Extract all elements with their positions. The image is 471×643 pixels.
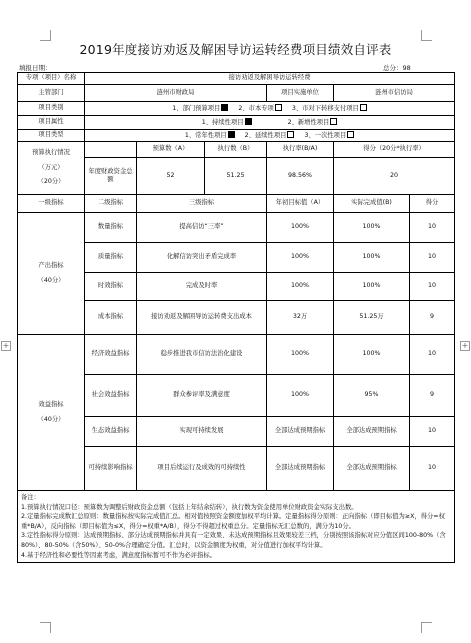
indicator-l2: 生态效益指标: [85, 417, 137, 447]
actual-value: 51.25万: [334, 301, 410, 335]
target-value: 全部达成预期指标: [267, 417, 334, 447]
indicator-l3: 完成及时率: [137, 273, 267, 301]
annual-funds-label: 年度财政资金总额: [85, 158, 137, 195]
score-value: 10: [410, 213, 455, 243]
actual-value: 100%: [334, 213, 410, 243]
target-value: 100%: [267, 243, 334, 273]
attribute-checkbox-icon[interactable]: [330, 118, 337, 125]
indicator-l2-header: 二级指标: [85, 195, 137, 213]
rate-value: 98.56%: [267, 158, 334, 195]
score-value: 9: [410, 375, 455, 417]
impl-unit-value: 涟州市信访局: [334, 85, 455, 102]
fill-date-label: 填报日期：: [19, 64, 52, 72]
score-header: 得分: [410, 195, 455, 213]
indicator-l3: 群众参评率及满意度: [137, 375, 267, 417]
budget-value: 52: [137, 158, 205, 195]
document-title: 2019年度接访劝返及解困导访运转经费项目绩效自评表: [79, 42, 392, 57]
evaluation-table: [17, 72, 455, 563]
type-options: 1、常年性项目 2、延续性项目 3、一次性项目: [85, 130, 455, 142]
indicator-l2: 经济效益指标: [85, 335, 137, 375]
indicator-l3: 接访劝返及解困导访运转费支出成本: [137, 301, 267, 335]
type-checkbox-icon[interactable]: [287, 131, 294, 138]
margin-corner-mark: [40, 622, 51, 633]
type-checkbox-icon[interactable]: [228, 131, 235, 138]
budget-col-header: 预算数（A）: [137, 142, 205, 158]
indicator-l2: 可持续影响指标: [85, 447, 137, 491]
score-value: 10: [410, 273, 455, 301]
note-item: 4.基于经济性和必要性等因素考虑，满意度指标暂可不作为必评指标。: [21, 551, 216, 559]
note-item: 3.定性指标得分原则：达成预期指标、部分达成预期指标并具有一定效果、未达成预期指标且效果较差三档，分别按照该指标对应分值区间100-80%（含80%）、80-50%（含50%）、50-0%合理确定分值。汇总时，以资金额度为权重，对分值进行加权平均计算。: [21, 532, 446, 549]
table-add-row-icon[interactable]: +: [2, 341, 10, 350]
notes-cell: [18, 491, 455, 563]
indicator-l1-header: 一级指标: [18, 195, 85, 213]
attribute-options: 1、持续性项目 2、新增性项目: [85, 116, 455, 130]
score-value: 10: [410, 447, 455, 491]
table-add-column-icon[interactable]: +: [461, 341, 469, 350]
category-checkbox-icon[interactable]: [221, 104, 228, 111]
target-value: 全部达成预期指标: [267, 447, 334, 491]
funds-score-col-header: 得分（20分*执行率）: [334, 142, 455, 158]
target-value: 100%: [267, 213, 334, 243]
project-name-label: 专项（项目）名称: [18, 73, 85, 85]
indicator-l3: 实现可持续发展: [137, 417, 267, 447]
note-item: 2.定量指标完成数汇总原则：数量指标按实际完成值汇总。相对值按照资金额度加权平均计算。定量指标得分原则：正向指标（即目标值为≥X，得分=权重*B/A），反向指标（即目标值为≤X，得分=权重*A/B），得分不得超过权重总分。定量指标无汇总数的，满分为10分。: [21, 513, 445, 530]
indicator-l2: 质量指标: [85, 243, 137, 273]
actual-value: 100%: [334, 273, 410, 301]
indicator-l2: 数量指标: [85, 213, 137, 243]
indicator-l3: 化解信访突出矛盾完成率: [137, 243, 267, 273]
target-value: 100%: [267, 375, 334, 417]
indicator-l3: 稳步推进我市信访法治化建设: [137, 335, 267, 375]
indicator-l2: 社会效益指标: [85, 375, 137, 417]
actual-value: 100%: [334, 243, 410, 273]
actual-value: 95%: [334, 375, 410, 417]
exec-value: 51.25: [205, 158, 267, 195]
target-value: 100%: [267, 335, 334, 375]
indicator-l2: 成本指标: [85, 301, 137, 335]
category-options: 1、部门预算项目 2、市本专项 3、市对下转移支付项目: [85, 102, 455, 116]
type-label: 项目类型: [18, 130, 85, 142]
funds-score-value: 20: [334, 158, 455, 195]
score-value: 10: [410, 417, 455, 447]
indicator-l2: 时效指标: [85, 273, 137, 301]
target-value: 100%: [267, 273, 334, 301]
project-name-value: 接访劝返及解困导访运转经费: [85, 73, 455, 85]
attribute-checkbox-icon[interactable]: [245, 118, 252, 125]
total-score: 总分：98: [383, 64, 411, 72]
output-indicator-group: 产出指标 （40分）: [18, 213, 85, 335]
indicator-l3: 提高信访“三率”: [137, 213, 267, 243]
exec-col-header: 执行数（B）: [205, 142, 267, 158]
impl-unit-label: 项目实施单位: [267, 85, 334, 102]
effect-indicator-group: 效益指标 （40分）: [18, 335, 85, 491]
actual-value: 100%: [334, 335, 410, 375]
actual-value: 全部达成预期指标: [334, 417, 410, 447]
notes-heading: 备注：: [21, 494, 40, 501]
dept-value: 涟州市财政局: [85, 85, 267, 102]
score-value: 10: [410, 335, 455, 375]
category-checkbox-icon[interactable]: [275, 104, 282, 111]
category-label: 项目类别: [18, 102, 85, 116]
indicator-l3-header: 三级指标: [137, 195, 267, 213]
target-header: 年初目标值（A）: [267, 195, 334, 213]
note-item: 1.预算执行情况口径：预算数为调整后财政资金总额（包括上年结余结转），执行数为资金使用单位财政资金实际支出数。: [21, 503, 358, 511]
dept-label: 主管部门: [18, 85, 85, 102]
score-value: 9: [410, 301, 455, 335]
score-value: 10: [410, 243, 455, 273]
rate-col-header: 执行率(B/A): [267, 142, 334, 158]
budget-exec-label: 预算执行情况 （万元） （20分）: [18, 142, 85, 195]
type-checkbox-icon[interactable]: [347, 131, 354, 138]
category-checkbox-icon[interactable]: [360, 104, 367, 111]
indicator-l3: 项目后续运行及成效的可持续性: [137, 447, 267, 491]
margin-corner-mark: [421, 622, 432, 633]
attribute-label: 项目属性: [18, 116, 85, 130]
funds-corner: [85, 142, 137, 158]
target-value: 32万: [267, 301, 334, 335]
actual-value: 全部达成预期指标: [334, 447, 410, 491]
actual-header: 实际完成值(B): [334, 195, 410, 213]
